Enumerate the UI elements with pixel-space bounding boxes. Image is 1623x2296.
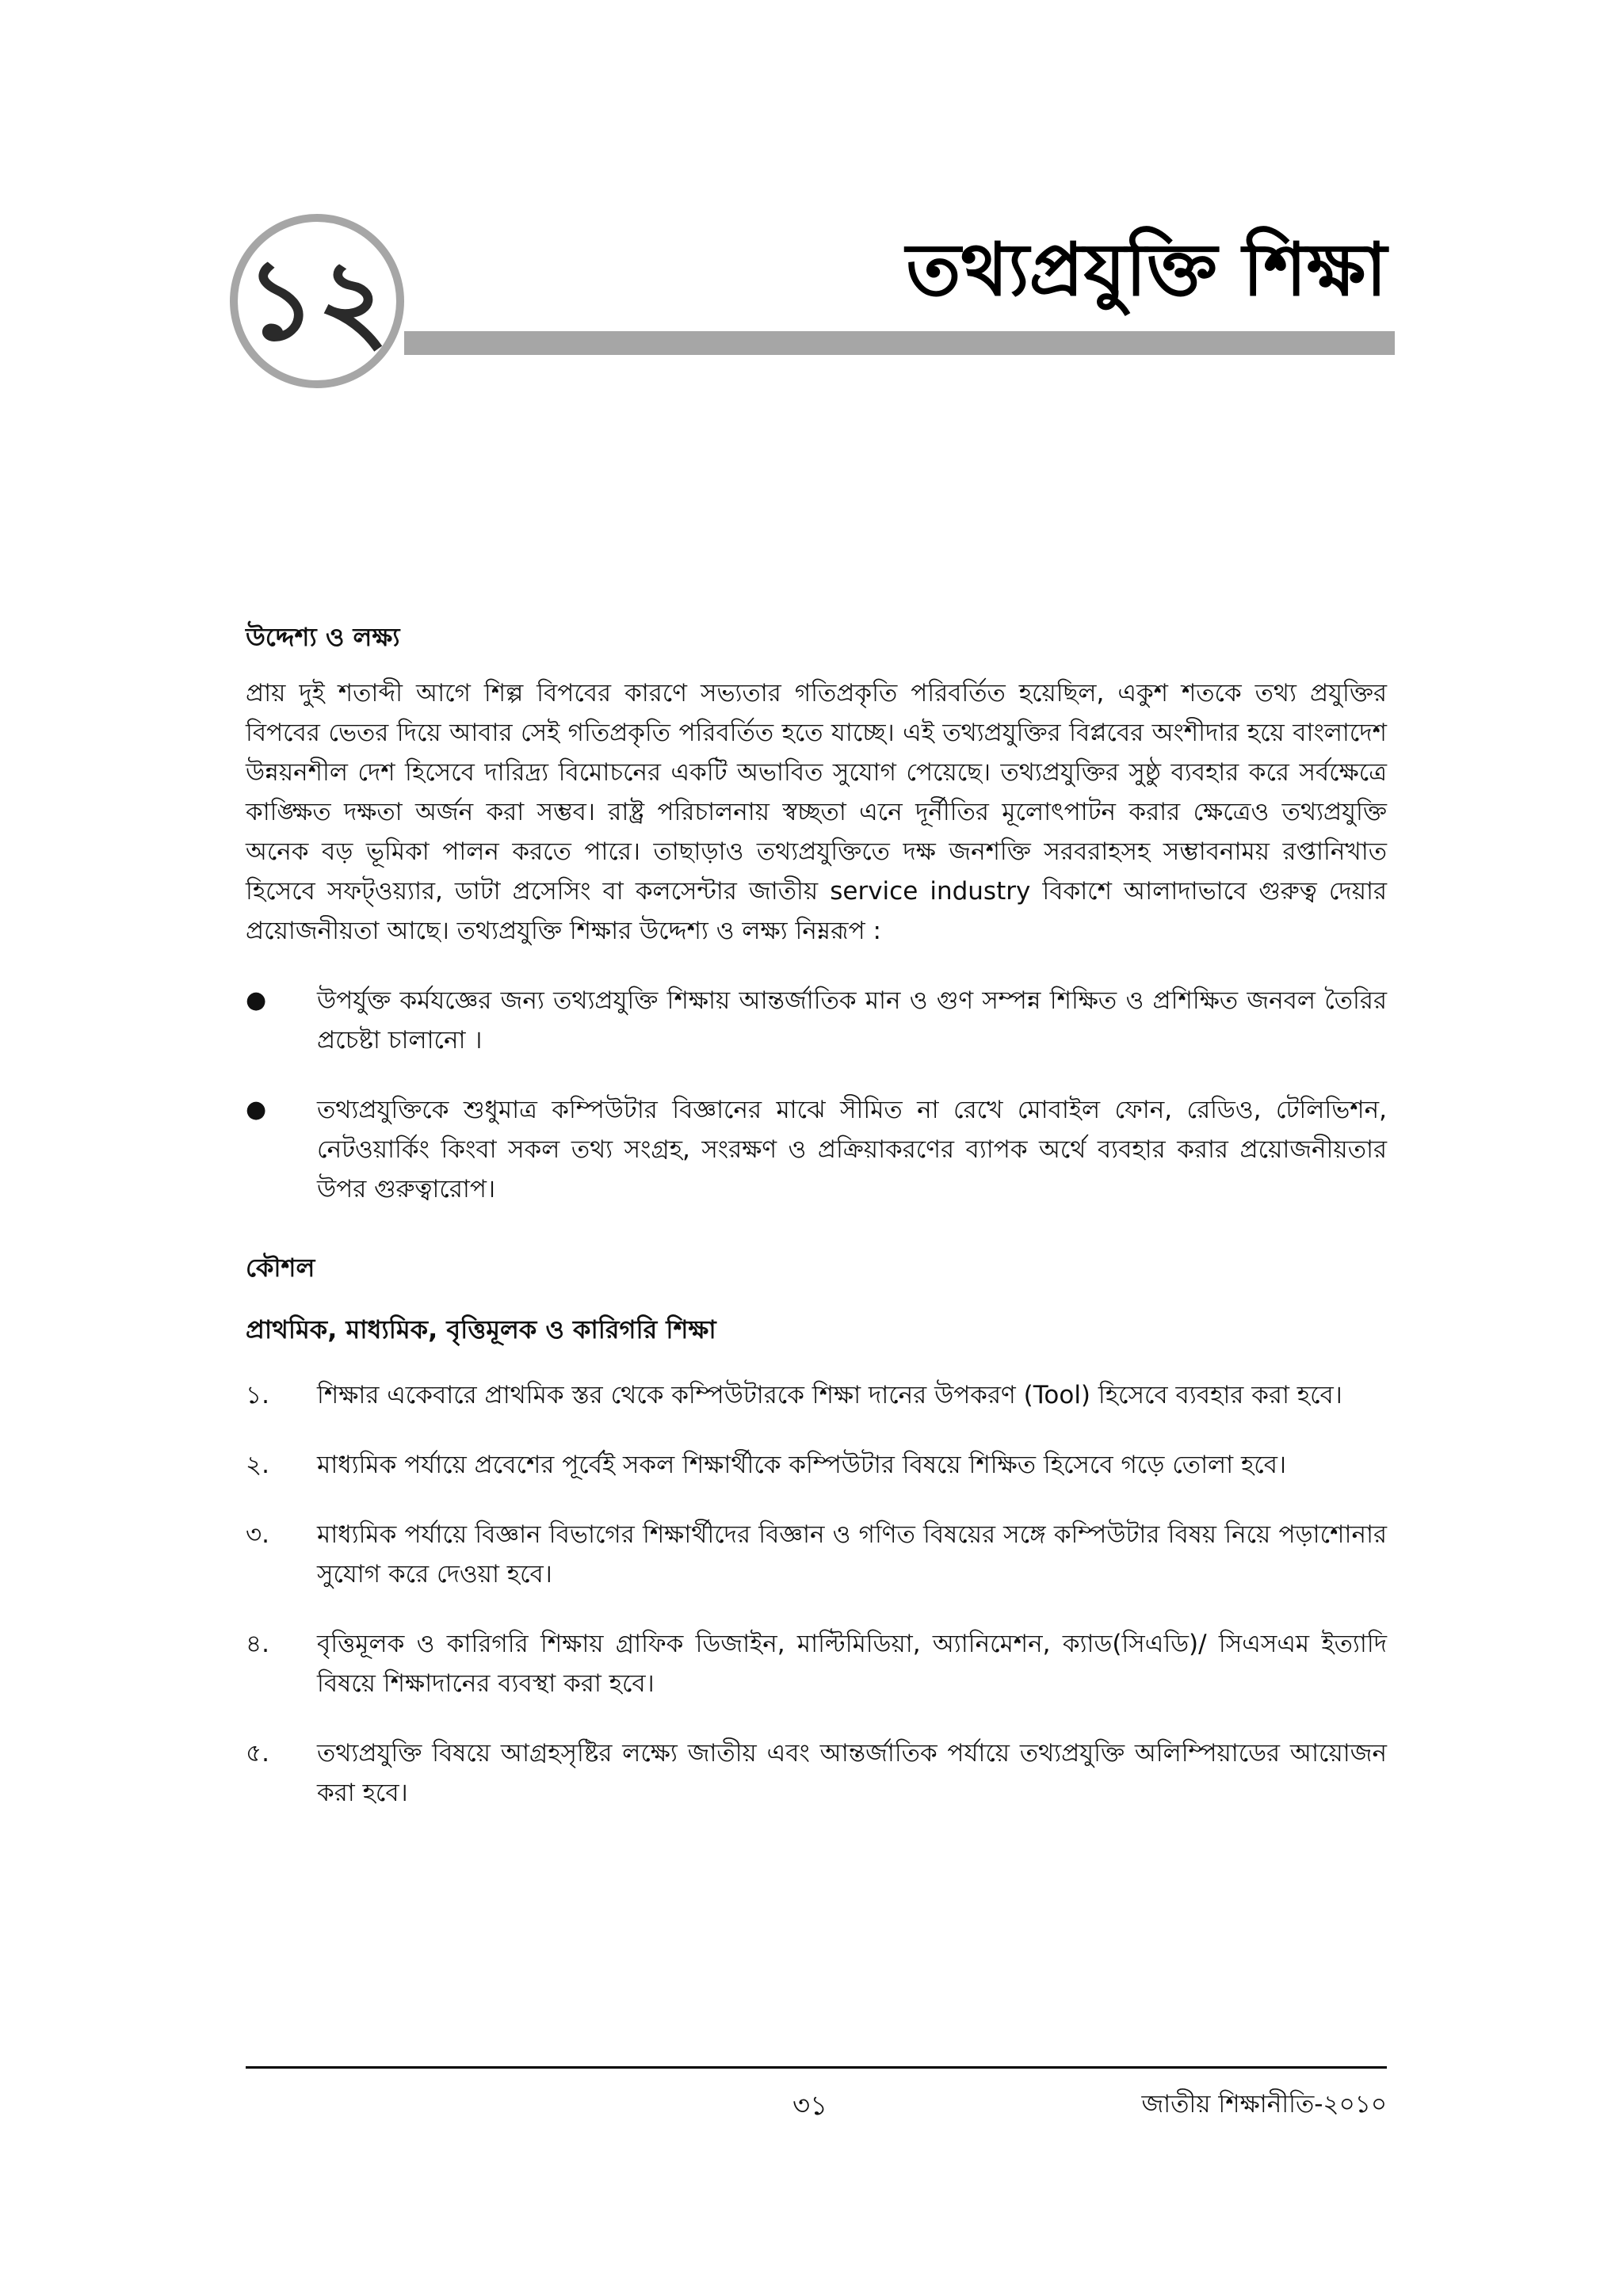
item-number: ৪. — [246, 1630, 269, 1658]
bullet-icon: ● — [246, 986, 267, 1014]
objectives-paragraph: প্রায় দুই শতাব্দী আগে শিল্প বিপবের কারণে সভ্যতার গতিপ্রকৃতি পরিবর্তিত হয়েছিল, একুশ শতকে তথ্য প্রযুক্তির বিপবের ভেতর দিয়ে আবার সেই গতিপ্রকৃতি পরিবর্তিত হতে যাচ্ছে। এই তথ্যপ্রযুক্তির বিপ্লবের অংশীদার হয়ে বাংলাদেশ উন্নয়নশীল দেশ হিসেবে দারিদ্র্য বিমোচনের একটি অভাবিত সুযোগ পেয়েছে। তথ্যপ্রযুক্তির সুষ্ঠু ব্যবহার করে সর্বক্ষেত্রে কাঙ্ক্ষিত দক্ষতা অর্জন করা সম্ভব। রাষ্ট্র পরিচালনায় স্বচ্ছতা এনে দূর্নীতির মূলোৎপাটন করার ক্ষেত্রেও তথ্যপ্রযুক্তি অনেক বড় ভূমিকা পালন করতে পারে। তাছাড়াও তথ্যপ্রযুক্তিতে দক্ষ জনশক্তি সরবরাহসহ সম্ভাবনাময় রপ্তানিখাত হিসেবে সফট্ওয়্যার, ডাটা প্রসেসিং বা কলসেন্টার জাতীয় service industry বিকাশে আলাদাভাবে গুরুত্ব দেয়ার প্রয়োজনীয়তা আছে। তথ্যপ্রযুক্তি শিক্ষার উদ্দেশ্য ও লক্ষ্য নিম্নরূপ : — [246, 679, 1387, 945]
list-item — [246, 1090, 1387, 1209]
page-number: ৩১ — [792, 2090, 828, 2122]
item-number: ৫. — [246, 1739, 269, 1768]
item-text: শিক্ষার একেবারে প্রাথমিক স্তর থেকে কম্পিউটারকে শিক্ষা দানের উপকরণ (Tool) হিসেবে ব্যবহার করা হবে। — [317, 1381, 1342, 1409]
page-content — [246, 618, 1387, 1852]
list-item — [246, 981, 1387, 1060]
list-item — [246, 1375, 1387, 1415]
chapter-header — [230, 214, 1387, 412]
strategy-heading: কৌশল — [246, 1253, 315, 1283]
item-number: ২. — [246, 1451, 270, 1479]
bullet-text: উপর্যুক্ত কর্মযজ্ঞের জন্য তথ্যপ্রযুক্তি শিক্ষায় আন্তর্জাতিক মান ও গুণ সম্পন্ন শিক্ষিত ও প্রশিক্ষিত জনবল তৈরির প্রচেষ্টা চালানো । — [317, 986, 1387, 1055]
list-item — [246, 1515, 1387, 1594]
bullet-text: তথ্যপ্রযুক্তিকে শুধুমাত্র কম্পিউটার বিজ্ঞানের মাঝে সীমিত না রেখে মোবাইল ফোন, রেডিও, টেলিভিশন, নেটওয়ার্কিং কিংবা সকল তথ্য সংগ্রহ, সংরক্ষণ ও প্রক্রিয়াকরণের ব্যাপক অর্থে ব্যবহার করার প্রয়োজনীয়তার উপর গুরুত্বারোপ। — [317, 1096, 1387, 1203]
item-text: বৃত্তিমূলক ও কারিগরি শিক্ষায় গ্রাফিক ডিজাইন, মাল্টিমিডিয়া, অ্যানিমেশন, ক্যাড(সিএডি)/ সিএসএম ইত্যাদি বিষয়ে শিক্ষাদানের ব্যবস্থা করা হবে। — [317, 1630, 1387, 1698]
footer-document-title: জাতীয় শিক্ষানীতি-২০১০ — [1141, 2090, 1387, 2119]
chapter-header-bar — [404, 331, 1395, 355]
bullet-icon: ● — [246, 1096, 267, 1123]
strategy-subheading: প্রাথমিক, মাধ্যমিক, বৃত্তিমূলক ও কারিগরি শিক্ষা — [246, 1314, 716, 1344]
item-text: তথ্যপ্রযুক্তি বিষয়ে আগ্রহসৃষ্টির লক্ষ্যে জাতীয় এবং আন্তর্জাতিক পর্যায়ে তথ্যপ্রযুক্তি অলিম্পিয়াডের আয়োজন করা হবে। — [317, 1739, 1387, 1807]
strategy-numbered-list — [246, 1375, 1387, 1813]
list-item — [246, 1624, 1387, 1703]
list-item — [246, 1733, 1387, 1813]
item-text: মাধ্যমিক পর্যায়ে বিজ্ঞান বিভাগের শিক্ষার্থীদের বিজ্ঞান ও গণিত বিষয়ের সঙ্গে কম্পিউটার বিষয় নিয়ে পড়াশোনার সুযোগ করে দেওয়া হবে। — [317, 1520, 1387, 1589]
chapter-number: ১২ — [245, 236, 389, 365]
item-text: মাধ্যমিক পর্যায়ে প্রবেশের পূর্বেই সকল শিক্ষার্থীকে কম্পিউটার বিষয়ে শিক্ষিত হিসেবে গড়ে তোলা হবে। — [317, 1451, 1287, 1479]
list-item — [246, 1445, 1387, 1485]
objectives-bullet-list — [246, 981, 1387, 1209]
footer-divider — [246, 2066, 1387, 2069]
chapter-title: তথ্যপ্রযুক্তি শিক্ষা — [906, 227, 1387, 312]
item-number: ৩. — [246, 1520, 270, 1549]
chapter-number-circle — [230, 214, 404, 388]
item-number: ১. — [246, 1381, 269, 1409]
objectives-heading: উদ্দেশ্য ও লক্ষ্য — [246, 622, 400, 652]
